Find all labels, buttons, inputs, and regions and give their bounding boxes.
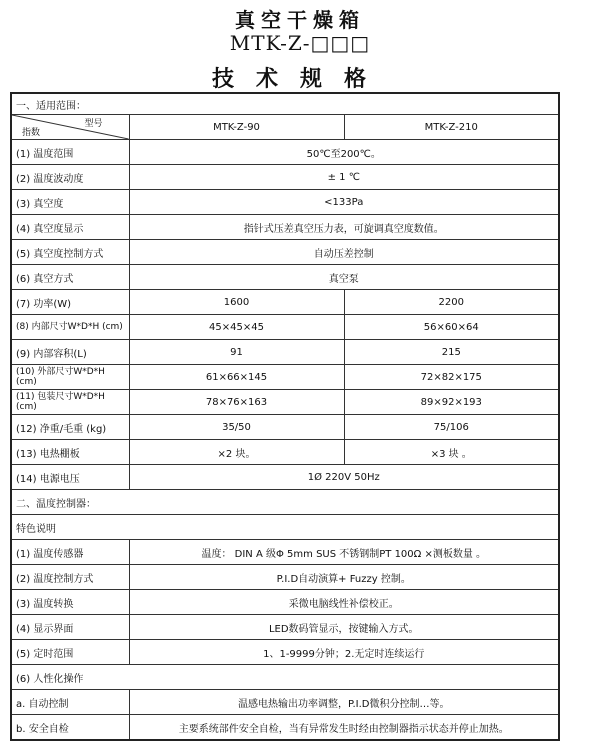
document-header bbox=[0, 0, 600, 92]
table-row bbox=[11, 340, 559, 365]
header-model-label: 型号 bbox=[84, 119, 103, 129]
row-label: (14) 电源电压 bbox=[11, 465, 129, 490]
spec-table bbox=[10, 92, 560, 741]
table-row bbox=[11, 365, 559, 390]
row-value: 1Ø 220V 50Hz bbox=[129, 465, 559, 490]
row-value: LED数码管显示，按键输入方式。 bbox=[129, 615, 559, 640]
model-code: MTK-Z-□□□ bbox=[229, 31, 371, 55]
row-label: b. 安全自检 bbox=[11, 715, 129, 741]
table-row bbox=[11, 465, 559, 490]
row-label: (8) 内部尺寸W*D*H (cm) bbox=[11, 315, 129, 340]
document-title: 真空干燥箱 bbox=[235, 8, 365, 32]
humanized-title: (6) 人性化操作 bbox=[11, 665, 559, 690]
value-model-b: 89×92×193 bbox=[344, 390, 559, 415]
row-label: (6) 真空方式 bbox=[11, 265, 129, 290]
table-row bbox=[11, 315, 559, 340]
row-label: (4) 真空度显示 bbox=[11, 215, 129, 240]
value-model-b: 56×60×64 bbox=[344, 315, 559, 340]
row-value: P.I.D自动演算+ Fuzzy 控制。 bbox=[129, 565, 559, 590]
row-label: (4) 显示界面 bbox=[11, 615, 129, 640]
row-value: ± 1 ℃ bbox=[129, 165, 559, 190]
row-value: 温感电热输出功率调整，P.I.D微积分控制…等。 bbox=[129, 690, 559, 715]
table-row bbox=[11, 640, 559, 665]
row-label: (2) 温度控制方式 bbox=[11, 565, 129, 590]
row-label: (1) 温度传感器 bbox=[11, 540, 129, 565]
section-row bbox=[11, 515, 559, 540]
row-value: 采微电脑线性补偿校正。 bbox=[129, 590, 559, 615]
value-model-b: 2200 bbox=[344, 290, 559, 315]
section-row bbox=[11, 665, 559, 690]
row-label: (1) 温度范围 bbox=[11, 140, 129, 165]
row-value: 50℃至200℃。 bbox=[129, 140, 559, 165]
row-value: 真空泵 bbox=[129, 265, 559, 290]
table-header-row bbox=[11, 115, 559, 140]
row-value: 自动压差控制 bbox=[129, 240, 559, 265]
row-value: 温度： DIN A 级Φ 5mm SUS 不锈钢制PT 100Ω ×测板数量 。 bbox=[129, 540, 559, 565]
table-row bbox=[11, 165, 559, 190]
table-row bbox=[11, 565, 559, 590]
row-value: 1、1-9999分钟；2.无定时连续运行 bbox=[129, 640, 559, 665]
row-value: <133Pa bbox=[129, 190, 559, 215]
value-model-b: 72×82×175 bbox=[344, 365, 559, 390]
row-label: (3) 真空度 bbox=[11, 190, 129, 215]
value-model-a: 35/50 bbox=[129, 415, 344, 440]
table-row bbox=[11, 215, 559, 240]
row-label: (2) 温度波动度 bbox=[11, 165, 129, 190]
table-row bbox=[11, 140, 559, 165]
value-model-a: ×2 块。 bbox=[129, 440, 344, 465]
table-row bbox=[11, 265, 559, 290]
table-row bbox=[11, 415, 559, 440]
row-label: (11) 包装尺寸W*D*H (cm) bbox=[11, 390, 129, 415]
row-label: (9) 内部容积(L) bbox=[11, 340, 129, 365]
table-row bbox=[11, 715, 559, 741]
section-title-scope: 一、适用范围： bbox=[11, 93, 559, 115]
value-model-b: 75/106 bbox=[344, 415, 559, 440]
table-row bbox=[11, 540, 559, 565]
value-model-a: 1600 bbox=[129, 290, 344, 315]
section-row bbox=[11, 490, 559, 515]
row-label: (10) 外部尺寸W*D*H (cm) bbox=[11, 365, 129, 390]
row-value: 指针式压差真空压力表，可旋调真空度数值。 bbox=[129, 215, 559, 240]
row-label: (7) 功率(W) bbox=[11, 290, 129, 315]
value-model-b: ×3 块 。 bbox=[344, 440, 559, 465]
value-model-b: 215 bbox=[344, 340, 559, 365]
table-row bbox=[11, 615, 559, 640]
table-row bbox=[11, 440, 559, 465]
value-model-a: 91 bbox=[129, 340, 344, 365]
value-model-a: 61×66×145 bbox=[129, 365, 344, 390]
row-label: (5) 定时范围 bbox=[11, 640, 129, 665]
diagonal-header-cell bbox=[11, 115, 129, 140]
row-label: a. 自动控制 bbox=[11, 690, 129, 715]
row-value: 主要系统部件安全自检，当有异常发生时经由控制器指示状态并停止加热。 bbox=[129, 715, 559, 741]
document-subtitle: 技术规格 bbox=[211, 66, 388, 92]
table-row bbox=[11, 590, 559, 615]
table-row bbox=[11, 240, 559, 265]
row-label: (3) 温度转换 bbox=[11, 590, 129, 615]
features-title: 特色说明 bbox=[11, 515, 559, 540]
row-label: (13) 电热棚板 bbox=[11, 440, 129, 465]
section-title-controller: 二、温度控制器： bbox=[11, 490, 559, 515]
value-model-a: 45×45×45 bbox=[129, 315, 344, 340]
header-index-label: 指数 bbox=[22, 128, 41, 138]
table-row bbox=[11, 390, 559, 415]
table-row bbox=[11, 290, 559, 315]
row-label: (5) 真空度控制方式 bbox=[11, 240, 129, 265]
row-label: (12) 净重/毛重 (kg) bbox=[11, 415, 129, 440]
model-b-header: MTK-Z-210 bbox=[344, 115, 559, 140]
model-a-header: MTK-Z-90 bbox=[129, 115, 344, 140]
value-model-a: 78×76×163 bbox=[129, 390, 344, 415]
section-row bbox=[11, 93, 559, 115]
table-row bbox=[11, 690, 559, 715]
table-row bbox=[11, 190, 559, 215]
